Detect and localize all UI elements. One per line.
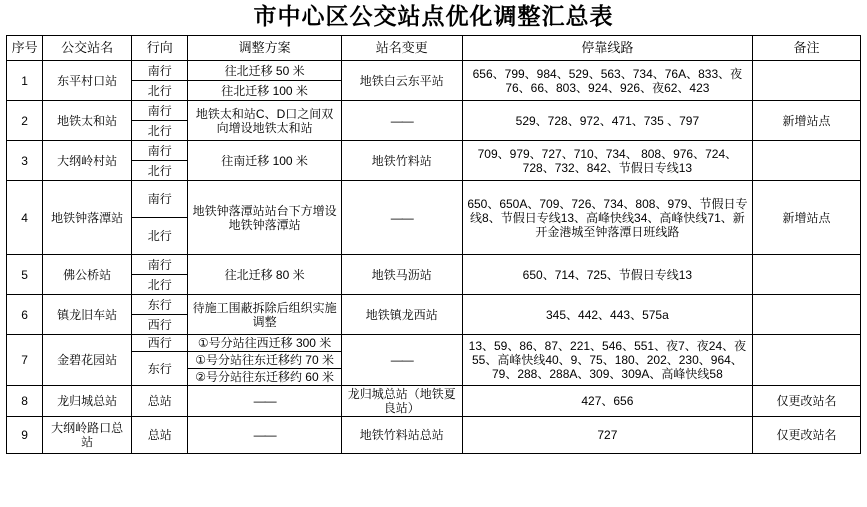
cell-direction: 北行 [132, 275, 188, 295]
cell-name-change: —— [341, 335, 462, 386]
table-row [7, 61, 861, 81]
cell-note [753, 141, 861, 181]
cell-seq: 7 [7, 335, 43, 386]
cell-station: 佛公桥站 [43, 255, 132, 295]
cell-direction: 北行 [132, 81, 188, 101]
cell-name-change: —— [341, 181, 462, 255]
cell-plan: 往南迁移 100 米 [188, 141, 341, 181]
header-cell-station: 公交站名 [43, 36, 132, 61]
cell-seq: 4 [7, 181, 43, 255]
cell-station: 龙归城总站 [43, 386, 132, 417]
cell-name-change: 地铁白云东平站 [341, 61, 462, 101]
cell-direction: 南行 [132, 141, 188, 161]
cell-lines: 650、714、725、节假日专线13 [462, 255, 752, 295]
cell-station: 镇龙旧车站 [43, 295, 132, 335]
cell-note [753, 61, 861, 101]
cell-name-change: 地铁竹料站总站 [341, 417, 462, 454]
header-cell-direction: 行向 [132, 36, 188, 61]
cell-direction: 东行 [132, 352, 188, 386]
cell-direction: 北行 [132, 218, 188, 255]
cell-seq: 9 [7, 417, 43, 454]
cell-plan: 往北迁移 50 米 [188, 61, 341, 81]
cell-plan: —— [188, 417, 341, 454]
header-cell-lines: 停靠线路 [462, 36, 752, 61]
table-row [7, 141, 861, 161]
cell-lines: 709、979、727、710、734、 808、976、724、728、732、842、节假日专线13 [462, 141, 752, 181]
cell-direction: 南行 [132, 101, 188, 121]
cell-lines: 427、656 [462, 386, 752, 417]
cell-direction: 南行 [132, 181, 188, 218]
cell-note [753, 295, 861, 335]
cell-name-change: 地铁马沥站 [341, 255, 462, 295]
cell-plan: 地铁钟落潭站站台下方增设地铁钟落潭站 [188, 181, 341, 255]
cell-direction: 北行 [132, 161, 188, 181]
table-row [7, 417, 861, 454]
table-header-row [7, 36, 861, 61]
cell-lines: 727 [462, 417, 752, 454]
cell-direction: 南行 [132, 255, 188, 275]
table-row [7, 295, 861, 315]
cell-note [753, 335, 861, 386]
cell-plan: 往北迁移 100 米 [188, 81, 341, 101]
table-row [7, 101, 861, 121]
table-body [7, 61, 861, 454]
cell-name-change: —— [341, 101, 462, 141]
table-row [7, 386, 861, 417]
cell-direction: 东行 [132, 295, 188, 315]
cell-lines: 650、650A、709、726、734、808、979、节假日专线8、节假日专线13、高峰快线34、高峰快线71、新开金港城至钟落潭日班线路 [462, 181, 752, 255]
cell-lines: 13、59、86、87、221、546、551、夜7、夜24、夜55、高峰快线40、9、75、180、202、230、964、79、288、288A、309、309A、高峰快线58 [462, 335, 752, 386]
cell-station: 地铁钟落潭站 [43, 181, 132, 255]
cell-plan: ①号分站往东迁移约 70 米 [188, 352, 341, 369]
cell-station: 金碧花园站 [43, 335, 132, 386]
table-row [7, 335, 861, 352]
header-cell-plan: 调整方案 [188, 36, 341, 61]
cell-seq: 3 [7, 141, 43, 181]
cell-name-change: 地铁镇龙西站 [341, 295, 462, 335]
cell-direction: 总站 [132, 386, 188, 417]
cell-direction: 西行 [132, 335, 188, 352]
cell-seq: 1 [7, 61, 43, 101]
cell-lines: 529、728、972、471、735 、797 [462, 101, 752, 141]
header-cell-note: 备注 [753, 36, 861, 61]
cell-seq: 2 [7, 101, 43, 141]
cell-name-change: 地铁竹料站 [341, 141, 462, 181]
header-cell-seq: 序号 [7, 36, 43, 61]
cell-direction: 北行 [132, 121, 188, 141]
table-row [7, 181, 861, 218]
bus-stop-adjustment-table [6, 35, 861, 454]
cell-direction: 西行 [132, 315, 188, 335]
cell-plan: 待施工围蔽拆除后组织实施调整 [188, 295, 341, 335]
cell-seq: 5 [7, 255, 43, 295]
cell-station: 东平村口站 [43, 61, 132, 101]
cell-note [753, 255, 861, 295]
cell-plan: 往北迁移 80 米 [188, 255, 341, 295]
cell-station: 地铁太和站 [43, 101, 132, 141]
table-header [7, 36, 861, 61]
cell-plan: ②号分站往东迁移约 60 米 [188, 369, 341, 386]
header-cell-name-change: 站名变更 [341, 36, 462, 61]
table-row [7, 255, 861, 275]
cell-station: 大纲岭村站 [43, 141, 132, 181]
cell-direction: 总站 [132, 417, 188, 454]
cell-note: 仅更改站名 [753, 417, 861, 454]
cell-note: 新增站点 [753, 101, 861, 141]
cell-plan: ①号分站往西迁移 300 米 [188, 335, 341, 352]
cell-note: 新增站点 [753, 181, 861, 255]
cell-lines: 345、442、443、575a [462, 295, 752, 335]
cell-direction: 南行 [132, 61, 188, 81]
cell-seq: 6 [7, 295, 43, 335]
cell-lines: 656、799、984、529、563、734、76A、833、夜76、66、803、924、926、夜62、423 [462, 61, 752, 101]
cell-station: 大纲岭路口总站 [43, 417, 132, 454]
cell-plan: —— [188, 386, 341, 417]
cell-note: 仅更改站名 [753, 386, 861, 417]
cell-seq: 8 [7, 386, 43, 417]
page-title: 市中心区公交站点优化调整汇总表 [253, 4, 614, 29]
cell-name-change: 龙归城总站（地铁夏良站） [341, 386, 462, 417]
cell-plan: 地铁太和站C、D口之间双向增设地铁太和站 [188, 101, 341, 141]
